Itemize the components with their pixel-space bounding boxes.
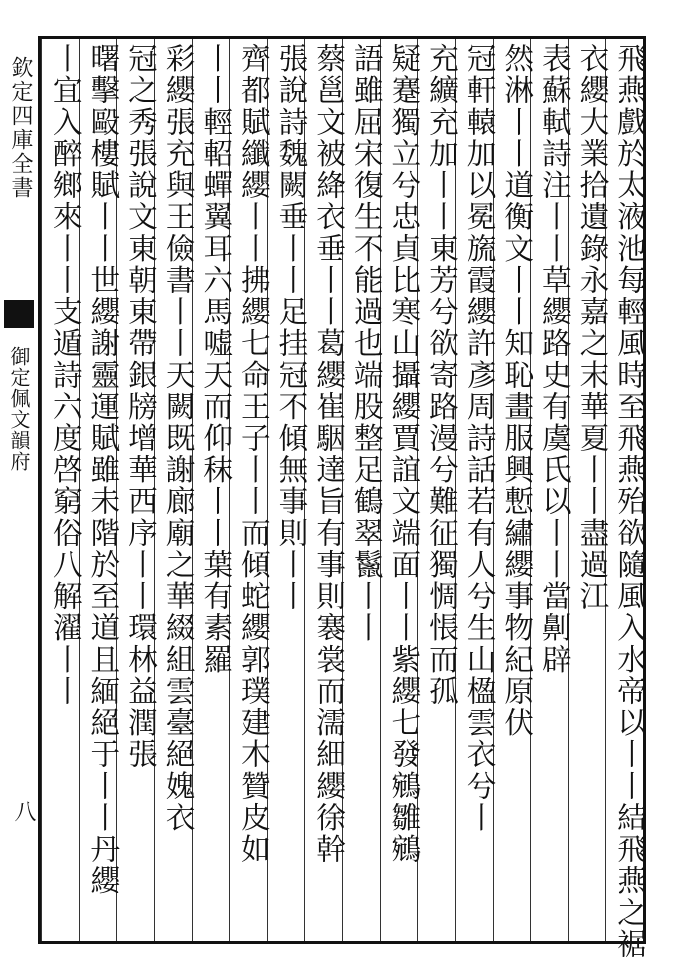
text-column [192, 39, 234, 941]
text-column [79, 39, 121, 941]
text-column [568, 39, 610, 941]
text-column [229, 39, 271, 941]
column-text: 曙擊毆樓賦丨丨世纓謝靈運賦雖未階於至道且緬絕于丨丨丹纓 [86, 43, 121, 897]
book-title: 御定佩文韻府 [7, 346, 31, 472]
text-column [267, 39, 309, 941]
column-text: 語雖屈宋復生不能過也端股整足鶴翠鬣丨丨 [349, 43, 384, 644]
text-column [304, 39, 346, 941]
text-column [493, 39, 535, 941]
page-number: 八 [11, 800, 36, 822]
column-text: 蔡邕文被絳衣垂丨丨葛纓崔駰達旨有事則褰裳而濡細纓徐幹 [312, 43, 346, 866]
column-text: 齊都賦纖纓丨丨拂纓七命王子丨丨而傾蛇纓郭璞建木贊皮如 [236, 43, 271, 866]
text-column [455, 39, 497, 941]
text-column [116, 39, 158, 941]
text-column [417, 39, 459, 941]
column-text: 彩纓張充與王儉書丨丨天闕既謝廊廟之華綴組雲臺絕媿衣 [161, 43, 196, 834]
column-text: 冠軒轅加以冕旒霞纓許彥周詩話若有人兮生山楹雲衣兮丨 [462, 43, 497, 834]
column-text: 丨丨輕軺蟬翼耳六馬嘘天而仰秣丨丨葉有素羅 [199, 43, 234, 676]
column-text: 衣纓大業拾遺錄永嘉之末華夏丨丨盡過江 [575, 43, 610, 613]
column-text: 疑蹇獨立兮忠貞比寒山攝纓賈誼文端面丨丨紫纓七發鵷雛鵷 [387, 43, 422, 866]
column-text: 然淋丨丨道衡文丨丨知恥畫服興慙繡纓事物紀原伏 [500, 43, 535, 739]
text-column [342, 39, 384, 941]
page-margin [2, 40, 36, 940]
text-column [41, 39, 83, 941]
column-text: 冠之秀張說文東朝東帶銀牓增華西序丨丨環林益潤張 [123, 43, 158, 771]
text-column [380, 39, 422, 941]
column-text: 充纊充加丨丨東芳兮欲寄路漫兮難征獨惆悵而孤 [424, 43, 459, 708]
text-column [530, 39, 572, 941]
column-text: 表蘇軾詩注丨丨草纓路史有虞氏以丨丨當劓辟 [537, 43, 572, 676]
column-text: 丨宜入醉鄉來丨丨支遁詩六度啓窮俗八解濯丨丨 [48, 43, 83, 708]
column-text: 張說詩魏闕垂丨丨足挂冠不傾無事則丨丨 [274, 43, 309, 613]
column-text: 飛燕戲於太液池每輕風時至飛燕殆欲隨風入水帝以丨丨結飛燕之裾 [613, 43, 647, 960]
text-frame [38, 36, 647, 960]
collection-title: 欽定四庫全書 [8, 56, 33, 200]
fish-tail-mark [4, 300, 34, 328]
text-column [605, 39, 647, 960]
text-column [154, 39, 196, 941]
